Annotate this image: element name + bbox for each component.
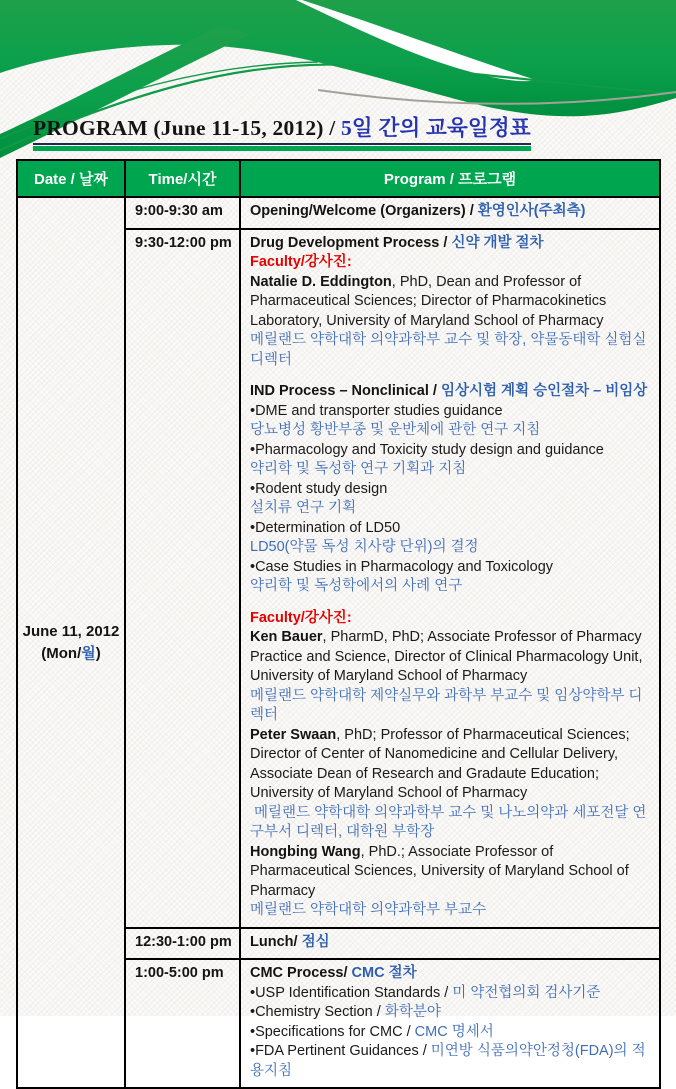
program-line — [250, 519, 650, 539]
time-cell: 9:30-12:00 pm — [125, 229, 240, 928]
program-line — [250, 273, 650, 332]
text-segment: 설치류 연구 기획 — [250, 500, 357, 516]
text-segment: •Chemistry Section / — [250, 1004, 385, 1020]
col-header-time: Time/시간 — [125, 160, 240, 197]
program-line — [250, 538, 650, 558]
text-segment: 미 약전협의회 검사기준 — [452, 984, 601, 1001]
text-segment: 임상시험 계획 승인절차 – 비임상 — [441, 383, 648, 399]
text-segment: CMC 절차 — [351, 965, 417, 981]
time-cell: 1:00-5:00 pm — [125, 959, 240, 1088]
text-segment: 미연방 식품의약안정청(FDA)의 적용지침 — [250, 1043, 646, 1079]
program-line — [250, 1003, 650, 1023]
text-segment: IND Process – Nonclinical / — [250, 383, 441, 399]
program-line — [250, 577, 650, 597]
program-line — [250, 331, 650, 370]
text-segment: 점심 — [301, 933, 330, 950]
program-line — [250, 234, 650, 254]
text-segment: , PhD; Professor of Pharmaceutical Sciences; Director of Center of Nanomedicine and Cellular Delivery, Associate Dean of Research and Gradaute Education; University of Maryland School of Pharmacy — [250, 726, 630, 801]
text-segment: , PhD.; Associate Professor of Pharmaceutical Sciences, University of Maryland School of Pharmacy — [250, 843, 629, 899]
program-line — [250, 628, 650, 687]
weekday-line — [19, 643, 123, 665]
blank-line — [250, 597, 650, 609]
text-segment: 메릴랜드 약학대학 의약과학부 부교수 — [250, 902, 487, 918]
title-korean: 5일 간의 교육일정표 — [340, 116, 531, 140]
program-line — [250, 804, 650, 843]
program-line — [250, 1023, 650, 1043]
program-cell — [240, 229, 660, 928]
text-segment: 월 — [81, 644, 96, 662]
program-line — [250, 421, 650, 441]
text-segment: •Rodent study design — [250, 480, 388, 497]
text-segment: Lunch/ — [250, 933, 302, 950]
text-segment: LD50(약물 독성 치사량 단위)의 결정 — [250, 539, 479, 555]
program-line — [250, 609, 650, 629]
program-line — [250, 984, 650, 1004]
blank-line — [250, 370, 650, 382]
text-segment: •Pharmacology and Toxicity study design and guidance — [250, 441, 604, 458]
text-segment: CMC 명세서 — [414, 1023, 494, 1040]
text-segment: 약리학 및 독성학에서의 사례 연구 — [250, 578, 463, 594]
program-cell — [240, 959, 660, 1088]
program-cell — [240, 197, 660, 229]
text-segment: •USP Identification Standards / — [250, 984, 453, 1001]
text-segment: •DME and transporter studies guidance — [250, 402, 503, 419]
text-segment: Faculty/강사진: — [250, 254, 352, 270]
program-line — [250, 687, 650, 726]
program-line — [250, 1042, 650, 1081]
text-segment: ) — [95, 644, 101, 662]
text-segment: •Determination of LD50 — [250, 519, 401, 536]
program-line — [250, 382, 650, 402]
table-header-row — [17, 160, 660, 197]
program-line — [250, 901, 650, 921]
program-line — [250, 253, 650, 273]
text-segment: Ken Bauer — [250, 629, 323, 645]
program-line — [250, 460, 650, 480]
program-line — [250, 499, 650, 519]
text-segment: Opening/Welcome (Organizers) / — [250, 203, 478, 219]
text-segment: Faculty/강사진: — [250, 609, 352, 626]
text-segment: 메릴랜드 약학대학 의약과학부 교수 및 학장, 약물동태학 실험실 디렉터 — [250, 332, 647, 368]
text-segment: 당뇨병성 황반부종 및 운반체에 관한 연구 지침 — [250, 422, 541, 438]
program-table — [16, 159, 661, 1089]
page-title-text — [33, 111, 531, 145]
program-line — [250, 441, 650, 461]
time-cell: 9:00-9:30 am — [125, 197, 240, 229]
date-line: June 11, 2012 — [22, 622, 120, 640]
text-segment: Peter Swaan — [250, 726, 337, 743]
title-underline — [33, 146, 531, 151]
program-line — [250, 964, 650, 984]
page-title — [33, 111, 531, 151]
text-segment: 화학분야 — [384, 1004, 441, 1020]
text-segment: •FDA Pertinent Guidances / — [250, 1043, 431, 1059]
time-cell: 12:30-1:00 pm — [125, 928, 240, 960]
title-english: PROGRAM (June 11-15, 2012) / — [33, 116, 341, 140]
text-segment: 메릴랜드 약학대학 의약과학부 교수 및 나노의약과 세포전달 연구부서 디렉터, 대학원 부학장 — [250, 804, 647, 840]
program-line — [250, 558, 650, 578]
text-segment: (Mon/ — [41, 644, 82, 662]
text-segment: •Specifications for CMC / — [250, 1023, 415, 1040]
program-line — [250, 843, 650, 902]
text-segment: •Case Studies in Pharmacology and Toxicology — [250, 558, 554, 575]
program-line — [250, 726, 650, 804]
text-segment: Natalie D. Eddington — [250, 273, 392, 290]
text-segment: 메릴랜드 약학대학 제약실무와 과학부 부교수 및 임상약학부 디렉터 — [250, 687, 643, 723]
text-segment: , PhD, Dean and Professor of Pharmaceutical Sciences; Director of Pharmacokinetics Laboratory, University of Maryland School of Pharmacy — [250, 273, 607, 329]
text-segment: , PharmD, PhD; Associate Professor of Pharmacy Practice and Science, Director of Clinical Pharmacology Unit, University of Maryland School of Pharmacy — [250, 629, 643, 684]
date-cell — [17, 197, 125, 1088]
text-segment: Hongbing Wang — [250, 843, 361, 860]
text-segment: 약리학 및 독성학 연구 기획과 지침 — [250, 461, 467, 477]
col-header-date: Date / 날짜 — [17, 160, 125, 197]
text-segment: 환영인사(주최측) — [477, 203, 586, 219]
program-line — [250, 480, 650, 500]
col-header-program: Program / 프로그램 — [240, 160, 660, 197]
text-segment: Drug Development Process / — [250, 234, 452, 251]
text-segment: 신약 개발 절차 — [451, 234, 544, 251]
text-segment: CMC Process/ — [250, 965, 352, 981]
program-cell — [240, 928, 660, 960]
program-line — [250, 202, 650, 222]
program-line — [250, 402, 650, 422]
table-row — [17, 197, 660, 229]
program-line — [250, 933, 650, 953]
